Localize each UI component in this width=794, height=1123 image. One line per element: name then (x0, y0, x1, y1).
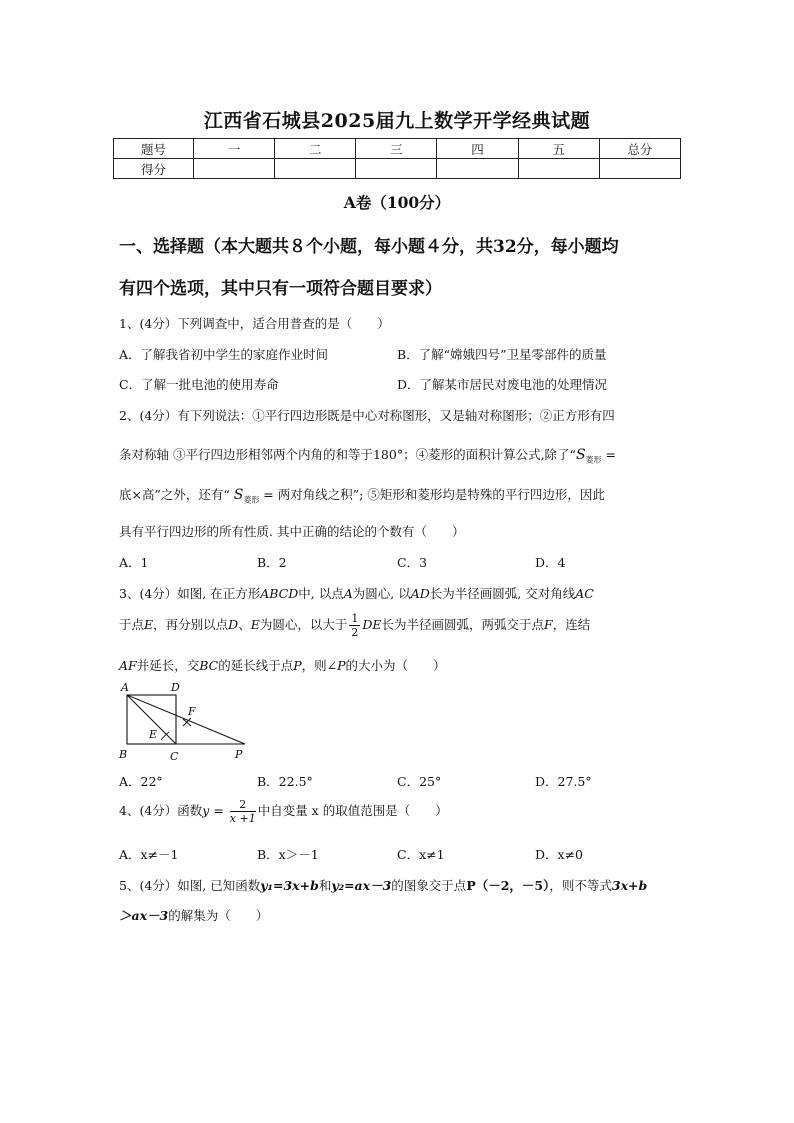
label-c: C (170, 750, 179, 763)
q2-line3-sub: 菱形 (243, 495, 260, 505)
score-header-cell: 五 (518, 139, 599, 159)
q3-option-c[interactable]: C．25° (397, 774, 442, 789)
q3-text: ，连结 (552, 617, 591, 632)
q1-option-c[interactable]: C．了解一批电池的使用寿命 (119, 377, 279, 392)
q1-stem: 1、(4分）下列调查中，适合用普查的是（ ） (119, 316, 390, 331)
score-row-label: 得分 (114, 159, 194, 179)
q3-math: P (337, 658, 346, 673)
q3-option-a[interactable]: A．22° (119, 774, 163, 789)
score-cell[interactable] (275, 159, 356, 179)
q5-inequality-right: ＞ax－3 (119, 908, 169, 923)
q4-math: y (202, 803, 210, 818)
q2-line2 (119, 445, 616, 466)
q5-point: P（－2，－5） (466, 878, 550, 893)
q3-math: F (544, 617, 553, 632)
label-e: E (149, 728, 158, 741)
part1-heading-line1: 一、选择题（本大题共８个小题，每小题４分，共32分，每小题均 (119, 237, 619, 257)
q4-text: 中自变量 x 的取值范围是（ ） (257, 803, 448, 818)
score-cell[interactable] (437, 159, 518, 179)
label-b: B (119, 748, 128, 761)
q3-text: 3、(4分）如图, 在正方形 (119, 586, 261, 601)
q3-text: ，则∠ (301, 658, 338, 673)
q3-math: AD (410, 586, 430, 601)
q2-line4: 具有平行四边形的所有性质. 其中正确的结论的个数有（ ） (119, 524, 465, 539)
q4-option-c[interactable]: C．x≠1 (397, 847, 445, 862)
q2-line3-text-a: 底×高”之外，还有“ (119, 487, 234, 502)
q2-line2-s: S (575, 447, 586, 463)
q3-text: 的大小为（ ） (345, 658, 446, 673)
q3-text: 中, 以点 (298, 586, 344, 601)
q2-line3 (119, 485, 605, 506)
q4-option-d[interactable]: D．x≠0 (535, 847, 583, 862)
part1-heading-line2: 有四个选项，其中只有一项符合题目要求） (119, 279, 442, 299)
q3-text: 为圆心, 以 (352, 586, 411, 601)
label-p: P (235, 748, 243, 761)
q5-y2: y₂=ax－3 (331, 878, 392, 893)
label-a: A (121, 681, 129, 694)
q3-math: BC (199, 658, 219, 673)
q2-line1: 2、(4分）有下列说法：①平行四边形既是中心对称图形，又是轴对称图形；②正方形有四 (119, 408, 615, 423)
score-header-cell: 题号 (114, 139, 194, 159)
q4-option-b[interactable]: B．x＞－1 (257, 847, 319, 862)
q2-option-d[interactable]: D．4 (535, 555, 566, 570)
q5-text: 5、(4分）如图, 已知函数 (119, 878, 261, 893)
q2-option-a[interactable]: A．1 (119, 555, 149, 570)
q5-y1: y₁=3x+b (260, 878, 319, 893)
score-table-header-row (114, 139, 681, 159)
score-table-score-row (114, 159, 681, 179)
q3-text: 并延长，交 (136, 658, 200, 673)
q3-fraction-num: 1 (351, 612, 359, 625)
q3-math: DE (362, 617, 382, 632)
score-header-cell: 四 (437, 139, 518, 159)
q5-line2 (119, 906, 268, 924)
score-cell[interactable] (356, 159, 437, 179)
q3-math: AC (575, 586, 594, 601)
q1-option-b[interactable]: B．了解“嫦娥四号”卫星零部件的质量 (397, 347, 607, 362)
score-table (113, 138, 681, 179)
score-header-cell: 总分 (599, 139, 680, 159)
q2-line2-end: = (601, 447, 616, 462)
q3-fraction (349, 612, 360, 639)
exam-title: 江西省石城县2025届九上数学开学经典试题 (203, 110, 591, 132)
score-cell[interactable] (599, 159, 680, 179)
q3-line1 (119, 584, 594, 602)
q3-text: 的延长线于点 (218, 658, 294, 673)
q3-option-b[interactable]: B．22.5° (257, 774, 313, 789)
q3-text: 长为半径画圆弧, 交对角线 (429, 586, 576, 601)
q2-line3-s: S (233, 487, 244, 503)
score-header-cell: 一 (194, 139, 275, 159)
q3-math: ABCD (260, 586, 299, 601)
q2-line2-sub: 菱形 (585, 455, 602, 465)
q4-fraction-num: 2 (230, 798, 256, 812)
score-header-cell: 二 (275, 139, 356, 159)
q5-text: ，则不等式 (549, 878, 612, 893)
section-a-heading: A卷（100分） (343, 193, 451, 212)
q4-option-a[interactable]: A．x≠－1 (119, 847, 179, 862)
ray-af-p (127, 695, 245, 744)
q4-fraction (230, 798, 256, 825)
score-cell[interactable] (518, 159, 599, 179)
q3-line3 (119, 656, 446, 674)
q3-math: E (144, 617, 154, 632)
q5-text: 的解集为（ ） (168, 908, 269, 923)
q3-text: 于点 (119, 617, 145, 632)
q3-fraction-den: 2 (351, 626, 359, 639)
q3-math: P (293, 658, 302, 673)
label-f: F (188, 705, 196, 718)
q2-option-b[interactable]: B．2 (257, 555, 287, 570)
q3-text: 、 (238, 617, 251, 632)
q3-text: 为圆心，以大于 (259, 617, 348, 632)
q5-line1 (119, 876, 647, 894)
q3-line2 (119, 612, 590, 639)
score-cell[interactable] (194, 159, 275, 179)
q4-text: = (209, 803, 228, 818)
q3-math: AF (119, 658, 137, 673)
q3-math: E (250, 617, 260, 632)
q5-text: 和 (318, 878, 332, 893)
q5-inequality-left: 3x+b (611, 878, 648, 893)
q4-stem (119, 798, 448, 825)
q4-text: 4、(4分）函数 (119, 803, 203, 818)
q4-fraction-den: x +1 (229, 812, 256, 825)
q3-option-d[interactable]: D．27.5° (535, 774, 592, 789)
q1-option-a[interactable]: A．了解我省初中学生的家庭作业时间 (119, 347, 329, 362)
q3-math: D (228, 617, 239, 632)
q1-option-d[interactable]: D．了解某市居民对废电池的处理情况 (397, 377, 608, 392)
q3-geometry-figure (115, 680, 255, 764)
q3-text: 长为半径画圆弧，两弧交于点 (381, 617, 545, 632)
score-header-cell: 三 (356, 139, 437, 159)
label-d: D (171, 681, 180, 694)
q2-option-c[interactable]: C．3 (397, 555, 428, 570)
q2-line3-text-b: = 两对角线之积”; ⑤矩形和菱形均是特殊的平行四边形，因此 (259, 487, 605, 502)
q3-text: ，再分别以点 (153, 617, 229, 632)
q3-math: A (343, 586, 353, 601)
q2-line2-text: 条对称轴 ③平行四边形相邻两个内角的和等于180°；④菱形的面积计算公式,除了“ (119, 447, 576, 462)
q5-text: 的图象交于点 (391, 878, 467, 893)
